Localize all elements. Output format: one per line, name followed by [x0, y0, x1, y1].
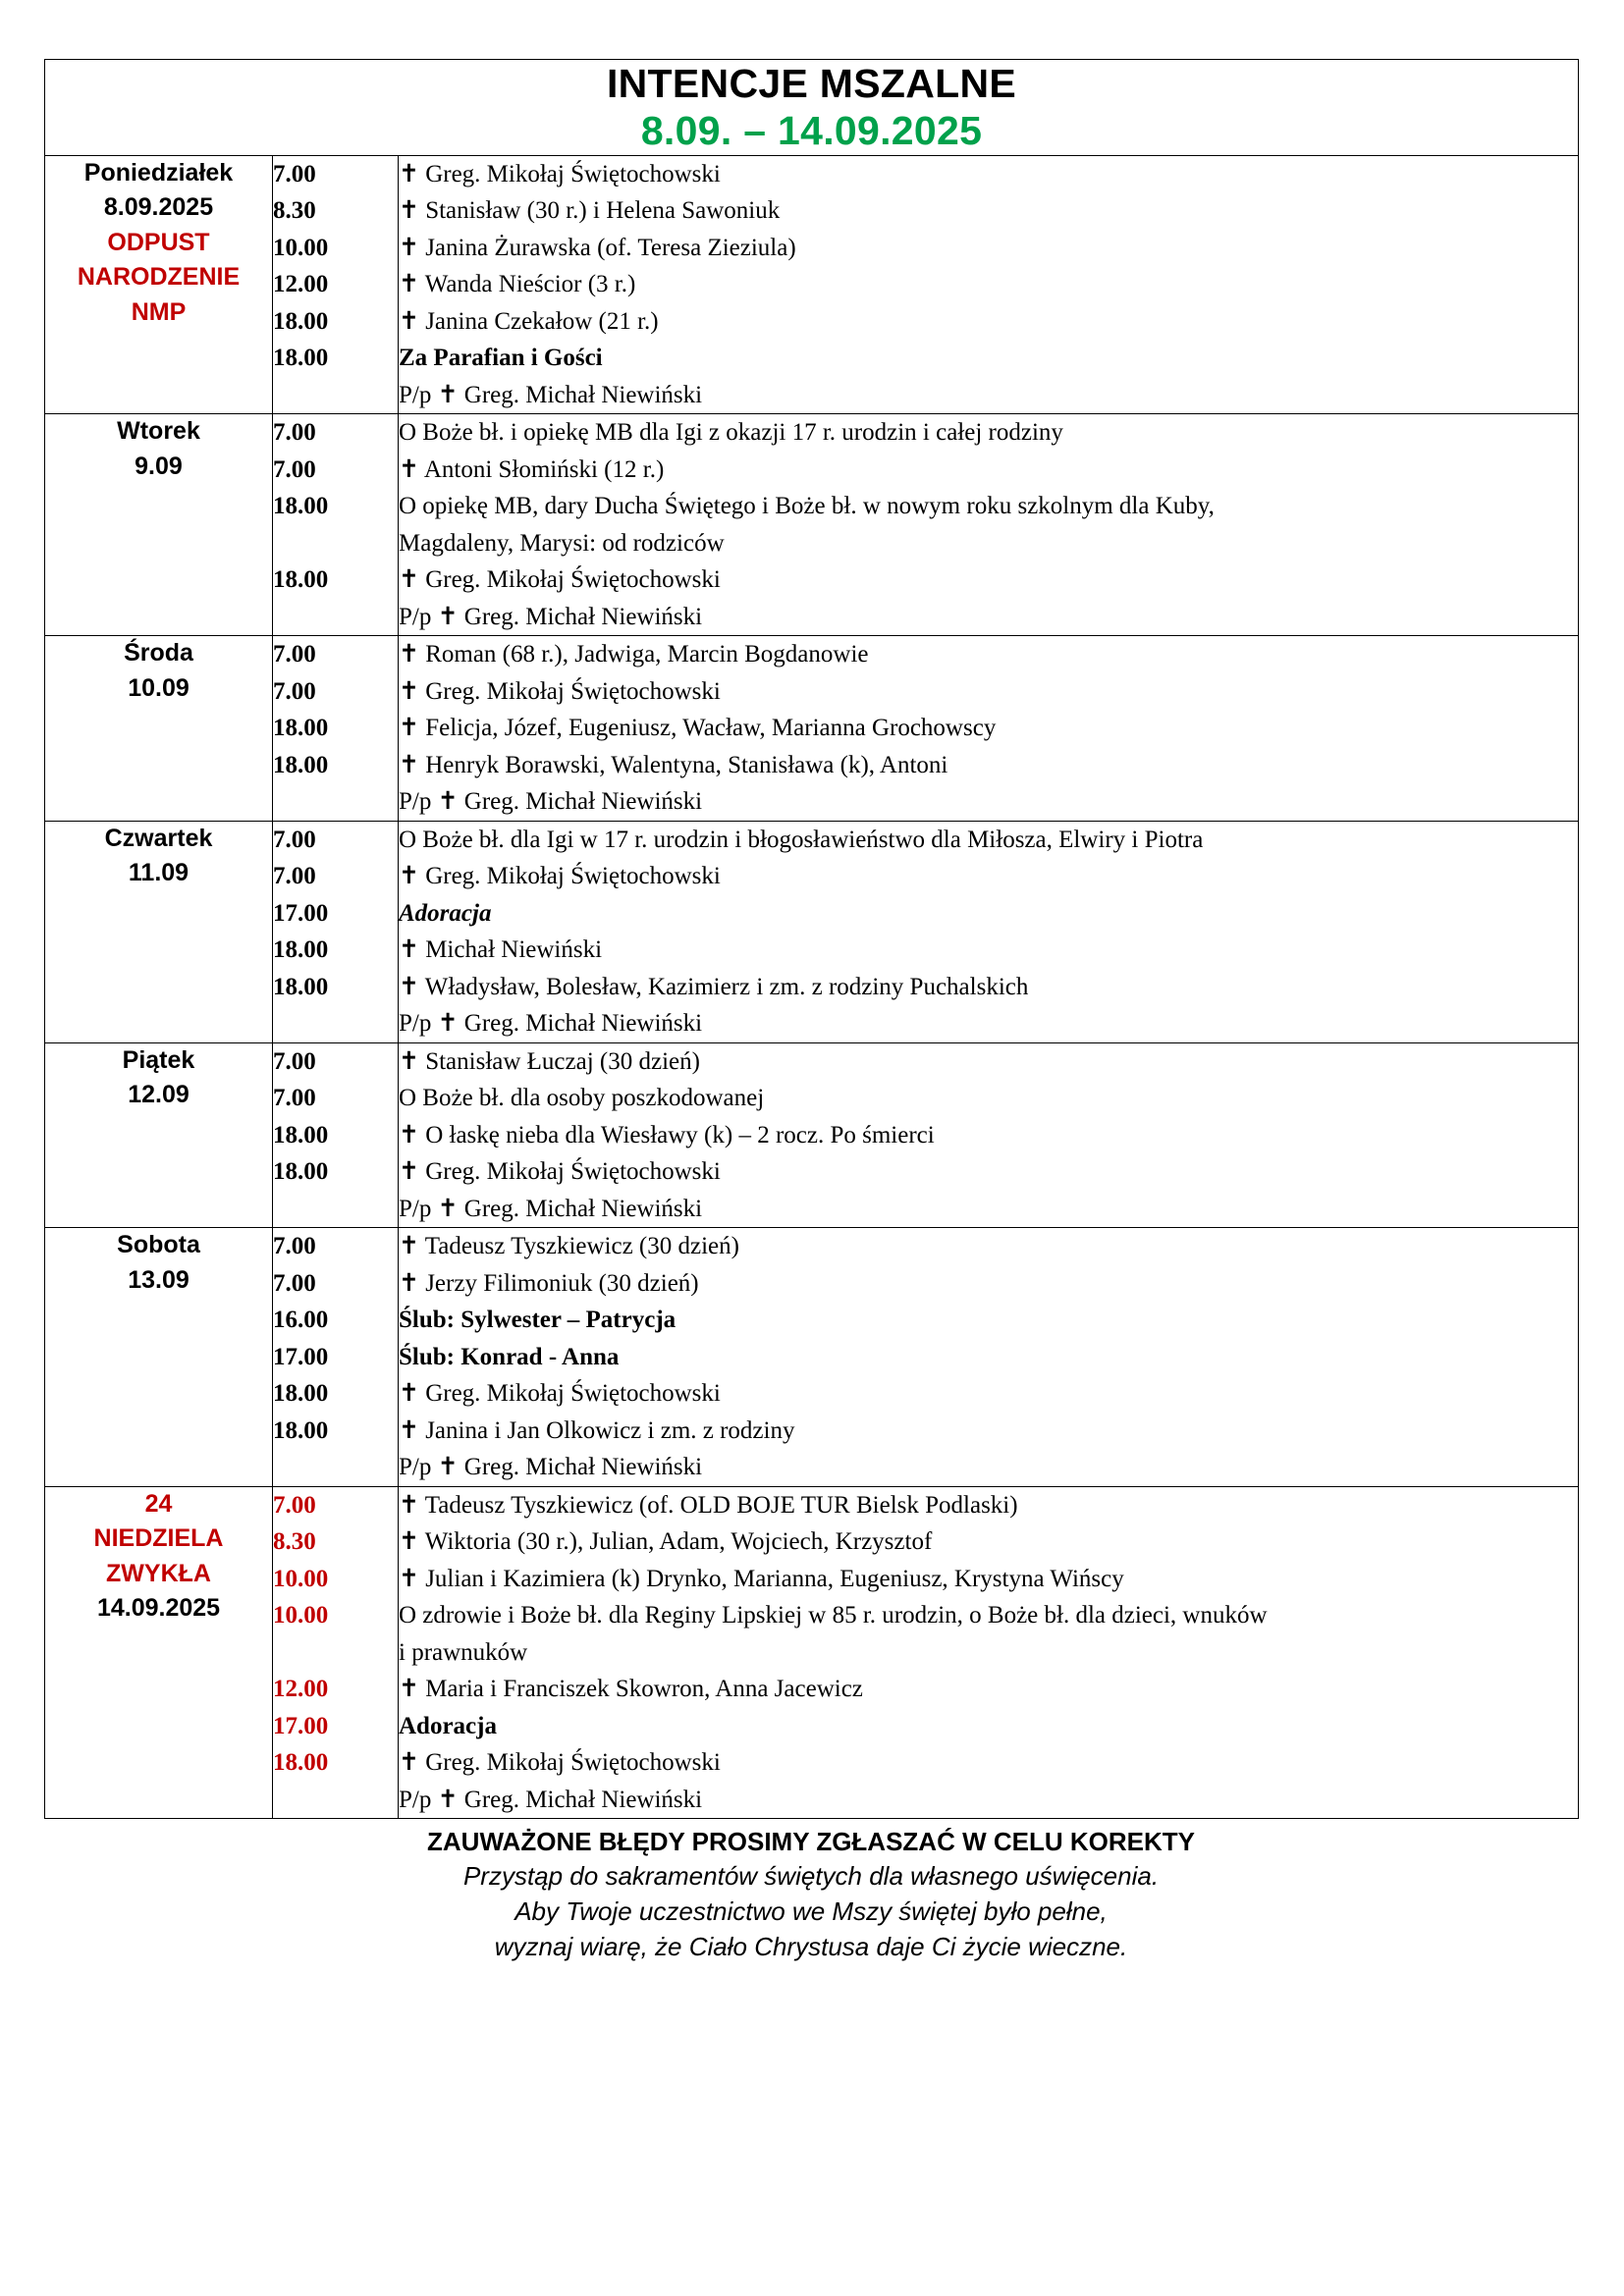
table-row — [45, 414, 1579, 636]
table-row — [45, 155, 1579, 414]
intention-entry: ✝ Stanisław (30 r.) i Helena Sawoniuk — [399, 197, 781, 225]
intention-entry: i prawnuków — [399, 1638, 528, 1666]
time-entry: 7.00 — [273, 677, 316, 705]
intentions-saturday — [399, 1228, 1579, 1487]
footer-heading: ZAUWAŻONE BŁĘDY PROSIMY ZGŁASZAĆ W CELU KOREKTY — [427, 1827, 1195, 1857]
time-entry: 7.00 — [273, 419, 316, 447]
intention-entry: ✝ Roman (68 r.), Jadwiga, Marcin Bogdanowie — [399, 641, 869, 668]
day-date: 13.09 — [128, 1265, 189, 1294]
day-date: 14.09.2025 — [96, 1594, 221, 1623]
intention-entry: ✝ Janina i Jan Olkowicz i zm. z rodziny — [399, 1416, 795, 1444]
day-note-1: ODPUST — [107, 228, 210, 256]
title-row — [45, 60, 1579, 156]
time-entry: 18.00 — [273, 1416, 329, 1444]
footer-line-2: Aby Twoje uczestnictwo we Mszy świętej było pełne, — [514, 1896, 1108, 1927]
intention-entry: ✝ Greg. Mikołaj Świętochowski — [399, 160, 721, 187]
day-header-sunday — [45, 1486, 273, 1819]
intention-entry: ✝ Greg. Mikołaj Świętochowski — [399, 863, 721, 890]
intention-entry: ✝ Tadeusz Tyszkiewicz (30 dzień) — [399, 1233, 739, 1260]
intention-entry: O Boże bł. dla osoby poszkodowanej — [399, 1085, 765, 1112]
time-entry: 12.00 — [273, 1676, 329, 1703]
time-entry: 18.00 — [273, 1749, 329, 1777]
intention-entry: ✝ Greg. Mikołaj Świętochowski — [399, 566, 721, 594]
intention-entry: P/p ✝ Greg. Michał Niewiński — [399, 1454, 703, 1481]
day-name: Sobota — [117, 1231, 200, 1259]
day-name-3: ZWYKŁA — [106, 1559, 211, 1587]
day-date: 12.09 — [128, 1081, 189, 1109]
intention-entry: Adoracja — [399, 899, 492, 927]
intention-entry: ✝ Wiktoria (30 r.), Julian, Adam, Wojciech, Krzysztof — [399, 1528, 933, 1556]
intention-entry: O zdrowie i Boże bł. dla Reginy Lipskiej w 85 r. urodzin, o Boże bł. dla dzieci, wnuków — [399, 1602, 1268, 1629]
intention-entry: O Boże bł. i opiekę MB dla Igi z okazji 17 r. urodzin i całej rodziny — [399, 419, 1063, 447]
times-saturday — [273, 1228, 399, 1487]
day-name: Wtorek — [117, 417, 200, 446]
time-entry: 18.00 — [273, 566, 329, 594]
time-entry: 16.00 — [273, 1307, 329, 1334]
intention-entry: ✝ O łaskę nieba dla Wiesławy (k) – 2 rocz. Po śmierci — [399, 1121, 935, 1148]
intention-entry: ✝ Antoni Słomiński (12 r.) — [399, 455, 665, 483]
day-note-3: NMP — [131, 297, 187, 326]
time-entry: 7.00 — [273, 863, 316, 890]
time-entry: 17.00 — [273, 899, 329, 927]
time-entry: 18.00 — [273, 1380, 329, 1408]
table-row — [45, 1042, 1579, 1228]
intention-entry: ✝ Felicja, Józef, Eugeniusz, Wacław, Marianna Grochowscy — [399, 715, 997, 742]
time-entry: 8.30 — [273, 1528, 316, 1556]
intention-entry: ✝ Julian i Kazimiera (k) Drynko, Marianna, Eugeniusz, Krystyna Wińscy — [399, 1565, 1124, 1592]
time-entry: 7.00 — [273, 641, 316, 668]
footer — [44, 1825, 1578, 1965]
day-header-friday — [45, 1042, 273, 1228]
intention-entry: Za Parafian i Gości — [399, 345, 603, 372]
day-name: 24 — [144, 1489, 173, 1518]
page-title: INTENCJE MSZALNE — [606, 61, 1017, 106]
time-entry: 18.00 — [273, 751, 329, 778]
day-name: Poniedziałek — [83, 158, 234, 187]
time-entry: 17.00 — [273, 1712, 329, 1739]
day-date: 8.09.2025 — [103, 193, 214, 222]
intention-entry: ✝ Janina Czekałow (21 r.) — [399, 307, 659, 335]
intention-entry: ✝ Greg. Mikołaj Świętochowski — [399, 1380, 721, 1408]
footer-line-3: wyznaj wiarę, że Ciało Chrystusa daje Ci życie wieczne. — [494, 1932, 1128, 1962]
intention-entry: ✝ Wanda Nieścior (3 r.) — [399, 271, 636, 298]
intention-entry: O Boże bł. dla Igi w 17 r. urodzin i błogosławieństwo dla Miłosza, Elwiry i Piotra — [399, 826, 1204, 853]
intentions-tuesday — [399, 414, 1579, 636]
table-row — [45, 1228, 1579, 1487]
intention-entry: P/p ✝ Greg. Michał Niewiński — [399, 603, 703, 630]
time-entry: 7.00 — [273, 1269, 316, 1297]
times-monday — [273, 155, 399, 414]
day-date: 9.09 — [135, 452, 183, 480]
intention-entry: ✝ Jerzy Filimoniuk (30 dzień) — [399, 1269, 699, 1297]
intention-entry: ✝ Greg. Mikołaj Świętochowski — [399, 677, 721, 705]
intention-entry: ✝ Michał Niewiński — [399, 936, 603, 964]
intention-entry: ✝ Maria i Franciszek Skowron, Anna Jacewicz — [399, 1676, 863, 1703]
time-entry: 18.00 — [273, 936, 329, 964]
day-header-thursday — [45, 821, 273, 1042]
intention-entry: P/p ✝ Greg. Michał Niewiński — [399, 788, 703, 816]
time-entry: 7.00 — [273, 455, 316, 483]
times-sunday — [273, 1486, 399, 1819]
times-friday — [273, 1042, 399, 1228]
day-name-2: NIEDZIELA — [93, 1524, 224, 1553]
time-entry: 18.00 — [273, 1158, 329, 1186]
intention-entry: P/p ✝ Greg. Michał Niewiński — [399, 381, 703, 408]
day-date: 10.09 — [128, 673, 189, 702]
intention-entry: Magdaleny, Marysi: od rodziców — [399, 529, 725, 557]
day-header-tuesday — [45, 414, 273, 636]
time-entry: 7.00 — [273, 1233, 316, 1260]
time-entry: 8.30 — [273, 197, 316, 225]
times-tuesday — [273, 414, 399, 636]
intention-entry: ✝ Greg. Mikołaj Świętochowski — [399, 1749, 721, 1777]
day-name: Piątek — [122, 1045, 195, 1074]
intention-entry: O opiekę MB, dary Ducha Świętego i Boże bł. w nowym roku szkolnym dla Kuby, — [399, 493, 1215, 520]
time-entry: 18.00 — [273, 307, 329, 335]
times-wednesday — [273, 636, 399, 822]
intention-entry: P/p ✝ Greg. Michał Niewiński — [399, 1195, 703, 1222]
day-header-saturday — [45, 1228, 273, 1487]
time-entry: 17.00 — [273, 1343, 329, 1370]
time-entry: 18.00 — [273, 973, 329, 1000]
times-thursday — [273, 821, 399, 1042]
time-entry: 7.00 — [273, 826, 316, 853]
day-name: Czwartek — [104, 824, 213, 852]
date-range: 8.09. – 14.09.2025 — [640, 108, 983, 154]
title-cell — [45, 60, 1579, 156]
intention-entry: ✝ Greg. Mikołaj Świętochowski — [399, 1158, 721, 1186]
intention-entry: ✝ Henryk Borawski, Walentyna, Stanisława (k), Antoni — [399, 751, 948, 778]
intention-entry: Adoracja — [399, 1712, 497, 1739]
table-row — [45, 636, 1579, 822]
intention-entry: Ślub: Sylwester – Patrycja — [399, 1307, 677, 1334]
time-entry: 7.00 — [273, 1491, 316, 1519]
time-entry: 12.00 — [273, 271, 329, 298]
day-note-2: NARODZENIE — [77, 263, 241, 292]
footer-line-1: Przystąp do sakramentów świętych dla własnego uświęcenia. — [462, 1861, 1160, 1892]
intentions-wednesday — [399, 636, 1579, 822]
table-row — [45, 821, 1579, 1042]
day-header-monday — [45, 155, 273, 414]
intentions-monday — [399, 155, 1579, 414]
intentions-thursday — [399, 821, 1579, 1042]
intention-entry: ✝ Stanisław Łuczaj (30 dzień) — [399, 1047, 700, 1075]
time-entry: 18.00 — [273, 715, 329, 742]
time-entry: 10.00 — [273, 1565, 329, 1592]
time-entry: 7.00 — [273, 1085, 316, 1112]
day-header-wednesday — [45, 636, 273, 822]
time-entry: 7.00 — [273, 1047, 316, 1075]
table-row — [45, 1486, 1579, 1819]
intentions-friday — [399, 1042, 1579, 1228]
intention-entry: ✝ Janina Żurawska (of. Teresa Zieziula) — [399, 234, 796, 261]
intention-entry: ✝ Tadeusz Tyszkiewicz (of. OLD BOJE TUR Bielsk Podlaski) — [399, 1491, 1018, 1519]
time-entry: 10.00 — [273, 234, 329, 261]
mass-intentions-table — [44, 59, 1579, 1819]
time-entry: 10.00 — [273, 1602, 329, 1629]
intention-entry: P/p ✝ Greg. Michał Niewiński — [399, 1786, 703, 1813]
time-entry: 7.00 — [273, 160, 316, 187]
time-entry: 18.00 — [273, 345, 329, 372]
day-name: Środa — [124, 639, 193, 667]
intention-entry: Ślub: Konrad - Anna — [399, 1343, 620, 1370]
intentions-sunday — [399, 1486, 1579, 1819]
intention-entry: ✝ Władysław, Bolesław, Kazimierz i zm. z rodziny Puchalskich — [399, 973, 1029, 1000]
time-entry: 18.00 — [273, 493, 329, 520]
time-entry: 18.00 — [273, 1121, 329, 1148]
intention-entry: P/p ✝ Greg. Michał Niewiński — [399, 1010, 703, 1038]
day-date: 11.09 — [128, 859, 189, 887]
